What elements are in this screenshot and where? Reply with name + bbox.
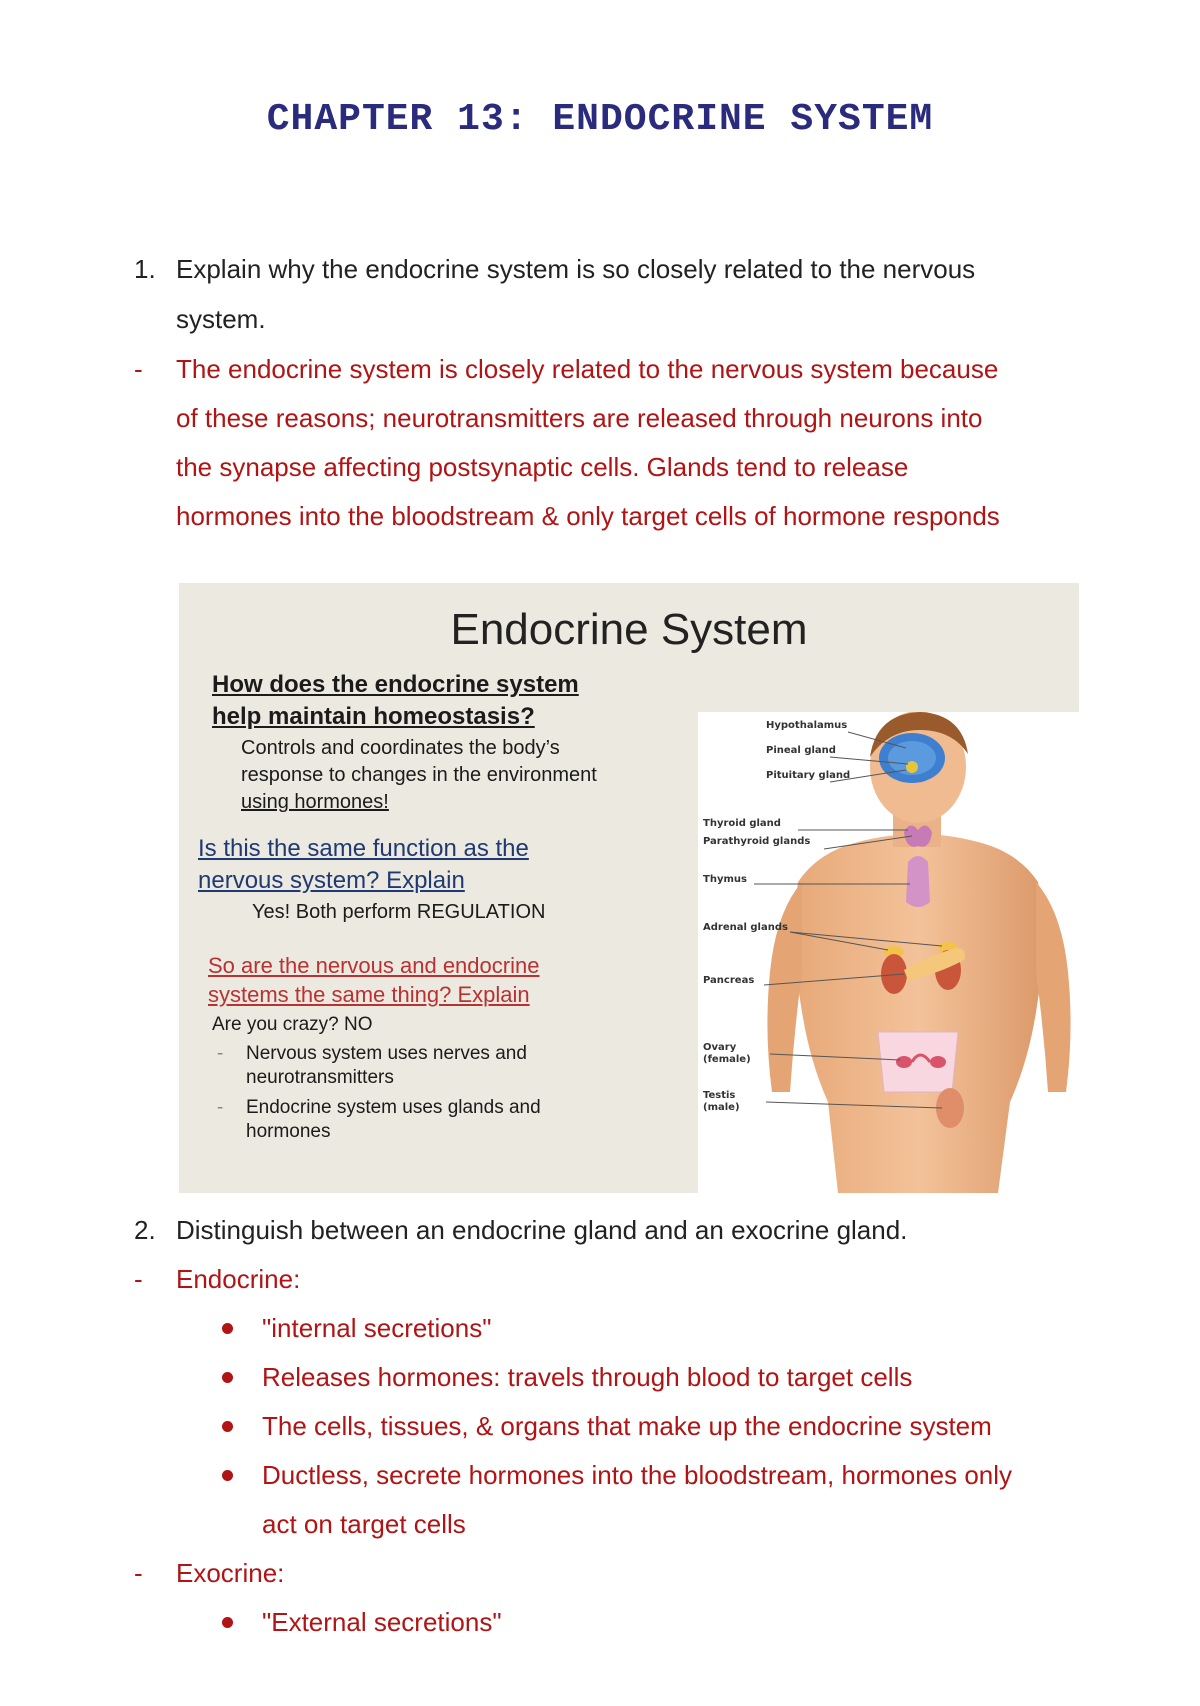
figure-bullet-endocrine: Endocrine system uses glands and xyxy=(246,1097,541,1118)
figure-answer-3: Are you crazy? NO xyxy=(212,1014,373,1035)
q2-text: Distinguish between an endocrine gland and an exocrine gland. xyxy=(176,1215,908,1245)
bullet-icon xyxy=(222,1617,233,1628)
label-ovary-note: (female) xyxy=(703,1054,751,1065)
q1-text-line1: Explain why the endocrine system is so closely related to the nervous xyxy=(176,254,976,284)
exocrine-bullet: "External secretions" xyxy=(262,1607,502,1637)
q1-text-line2: system. xyxy=(176,304,266,334)
figure-answer-1: Controls and coordinates the body’s xyxy=(241,737,560,759)
label-testis: Testis xyxy=(703,1090,736,1101)
figure-dash: - xyxy=(217,1043,224,1064)
figure-question-3: So are the nervous and endocrine xyxy=(208,953,540,978)
endocrine-marker: - xyxy=(134,1264,143,1294)
label-pineal-gland: Pineal gland xyxy=(766,745,836,756)
figure-question-2: nervous system? Explain xyxy=(198,867,465,894)
page-title: CHAPTER 13: ENDOCRINE SYSTEM xyxy=(266,98,934,141)
figure-answer-1: using hormones! xyxy=(241,791,389,813)
figure-bullet-nervous: neurotransmitters xyxy=(246,1067,394,1088)
q1-answer-line: The endocrine system is closely related to the nervous system because xyxy=(176,354,999,384)
endocrine-figure xyxy=(179,583,1079,1193)
endocrine-bullet-continuation: act on target cells xyxy=(262,1509,466,1539)
q1-answer-line: hormones into the bloodstream & only target cells of hormone responds xyxy=(176,501,1000,531)
label-pituitary-gland: Pituitary gland xyxy=(766,770,851,781)
figure-title: Endocrine System xyxy=(450,605,808,654)
figure-question-1: help maintain homeostasis? xyxy=(212,703,535,730)
figure-question-3: systems the same thing? Explain xyxy=(208,982,530,1007)
endocrine-bullet: The cells, tissues, & organs that make up the endocrine system xyxy=(262,1411,992,1441)
figure-answer-1: response to changes in the environment xyxy=(241,764,597,786)
figure-question-2: Is this the same function as the xyxy=(198,835,529,862)
bullet-icon xyxy=(222,1372,233,1383)
q2-number: 2. xyxy=(134,1215,156,1245)
bullet-icon xyxy=(222,1470,233,1481)
label-ovary: Ovary xyxy=(703,1042,737,1053)
label-thymus: Thymus xyxy=(703,874,747,885)
q1-number: 1. xyxy=(134,254,156,284)
label-testis-note: (male) xyxy=(703,1102,740,1113)
figure-question-1: How does the endocrine system xyxy=(212,671,579,698)
q1-answer-line: the synapse affecting postsynaptic cells. Glands tend to release xyxy=(176,452,909,482)
endocrine-label: Endocrine: xyxy=(176,1264,301,1294)
exocrine-label: Exocrine: xyxy=(176,1558,285,1588)
human-body-diagram xyxy=(698,712,1079,1193)
q1-answer-line: of these reasons; neurotransmitters are released through neurons into xyxy=(176,403,983,433)
figure-bullet-nervous: Nervous system uses nerves and xyxy=(246,1043,527,1064)
anatomy-illustration xyxy=(698,712,1079,1193)
label-hypothalamus: Hypothalamus xyxy=(766,720,848,731)
endocrine-bullet: Releases hormones: travels through blood to target cells xyxy=(262,1362,913,1392)
endocrine-bullet: "internal secretions" xyxy=(262,1313,492,1343)
figure-answer-2: Yes! Both perform REGULATION xyxy=(252,901,546,923)
bullet-icon xyxy=(222,1323,233,1334)
label-adrenal-glands: Adrenal glands xyxy=(703,922,788,933)
bullet-icon xyxy=(222,1421,233,1432)
figure-dash: - xyxy=(217,1097,224,1118)
q1-answer-marker: - xyxy=(134,354,143,384)
label-thyroid-gland: Thyroid gland xyxy=(703,818,781,829)
figure-bullet-endocrine: hormones xyxy=(246,1121,331,1142)
endocrine-bullet: Ductless, secrete hormones into the bloodstream, hormones only xyxy=(262,1460,1013,1490)
exocrine-marker: - xyxy=(134,1558,143,1588)
label-pancreas: Pancreas xyxy=(703,975,755,986)
label-parathyroid-glands: Parathyroid glands xyxy=(703,836,811,847)
